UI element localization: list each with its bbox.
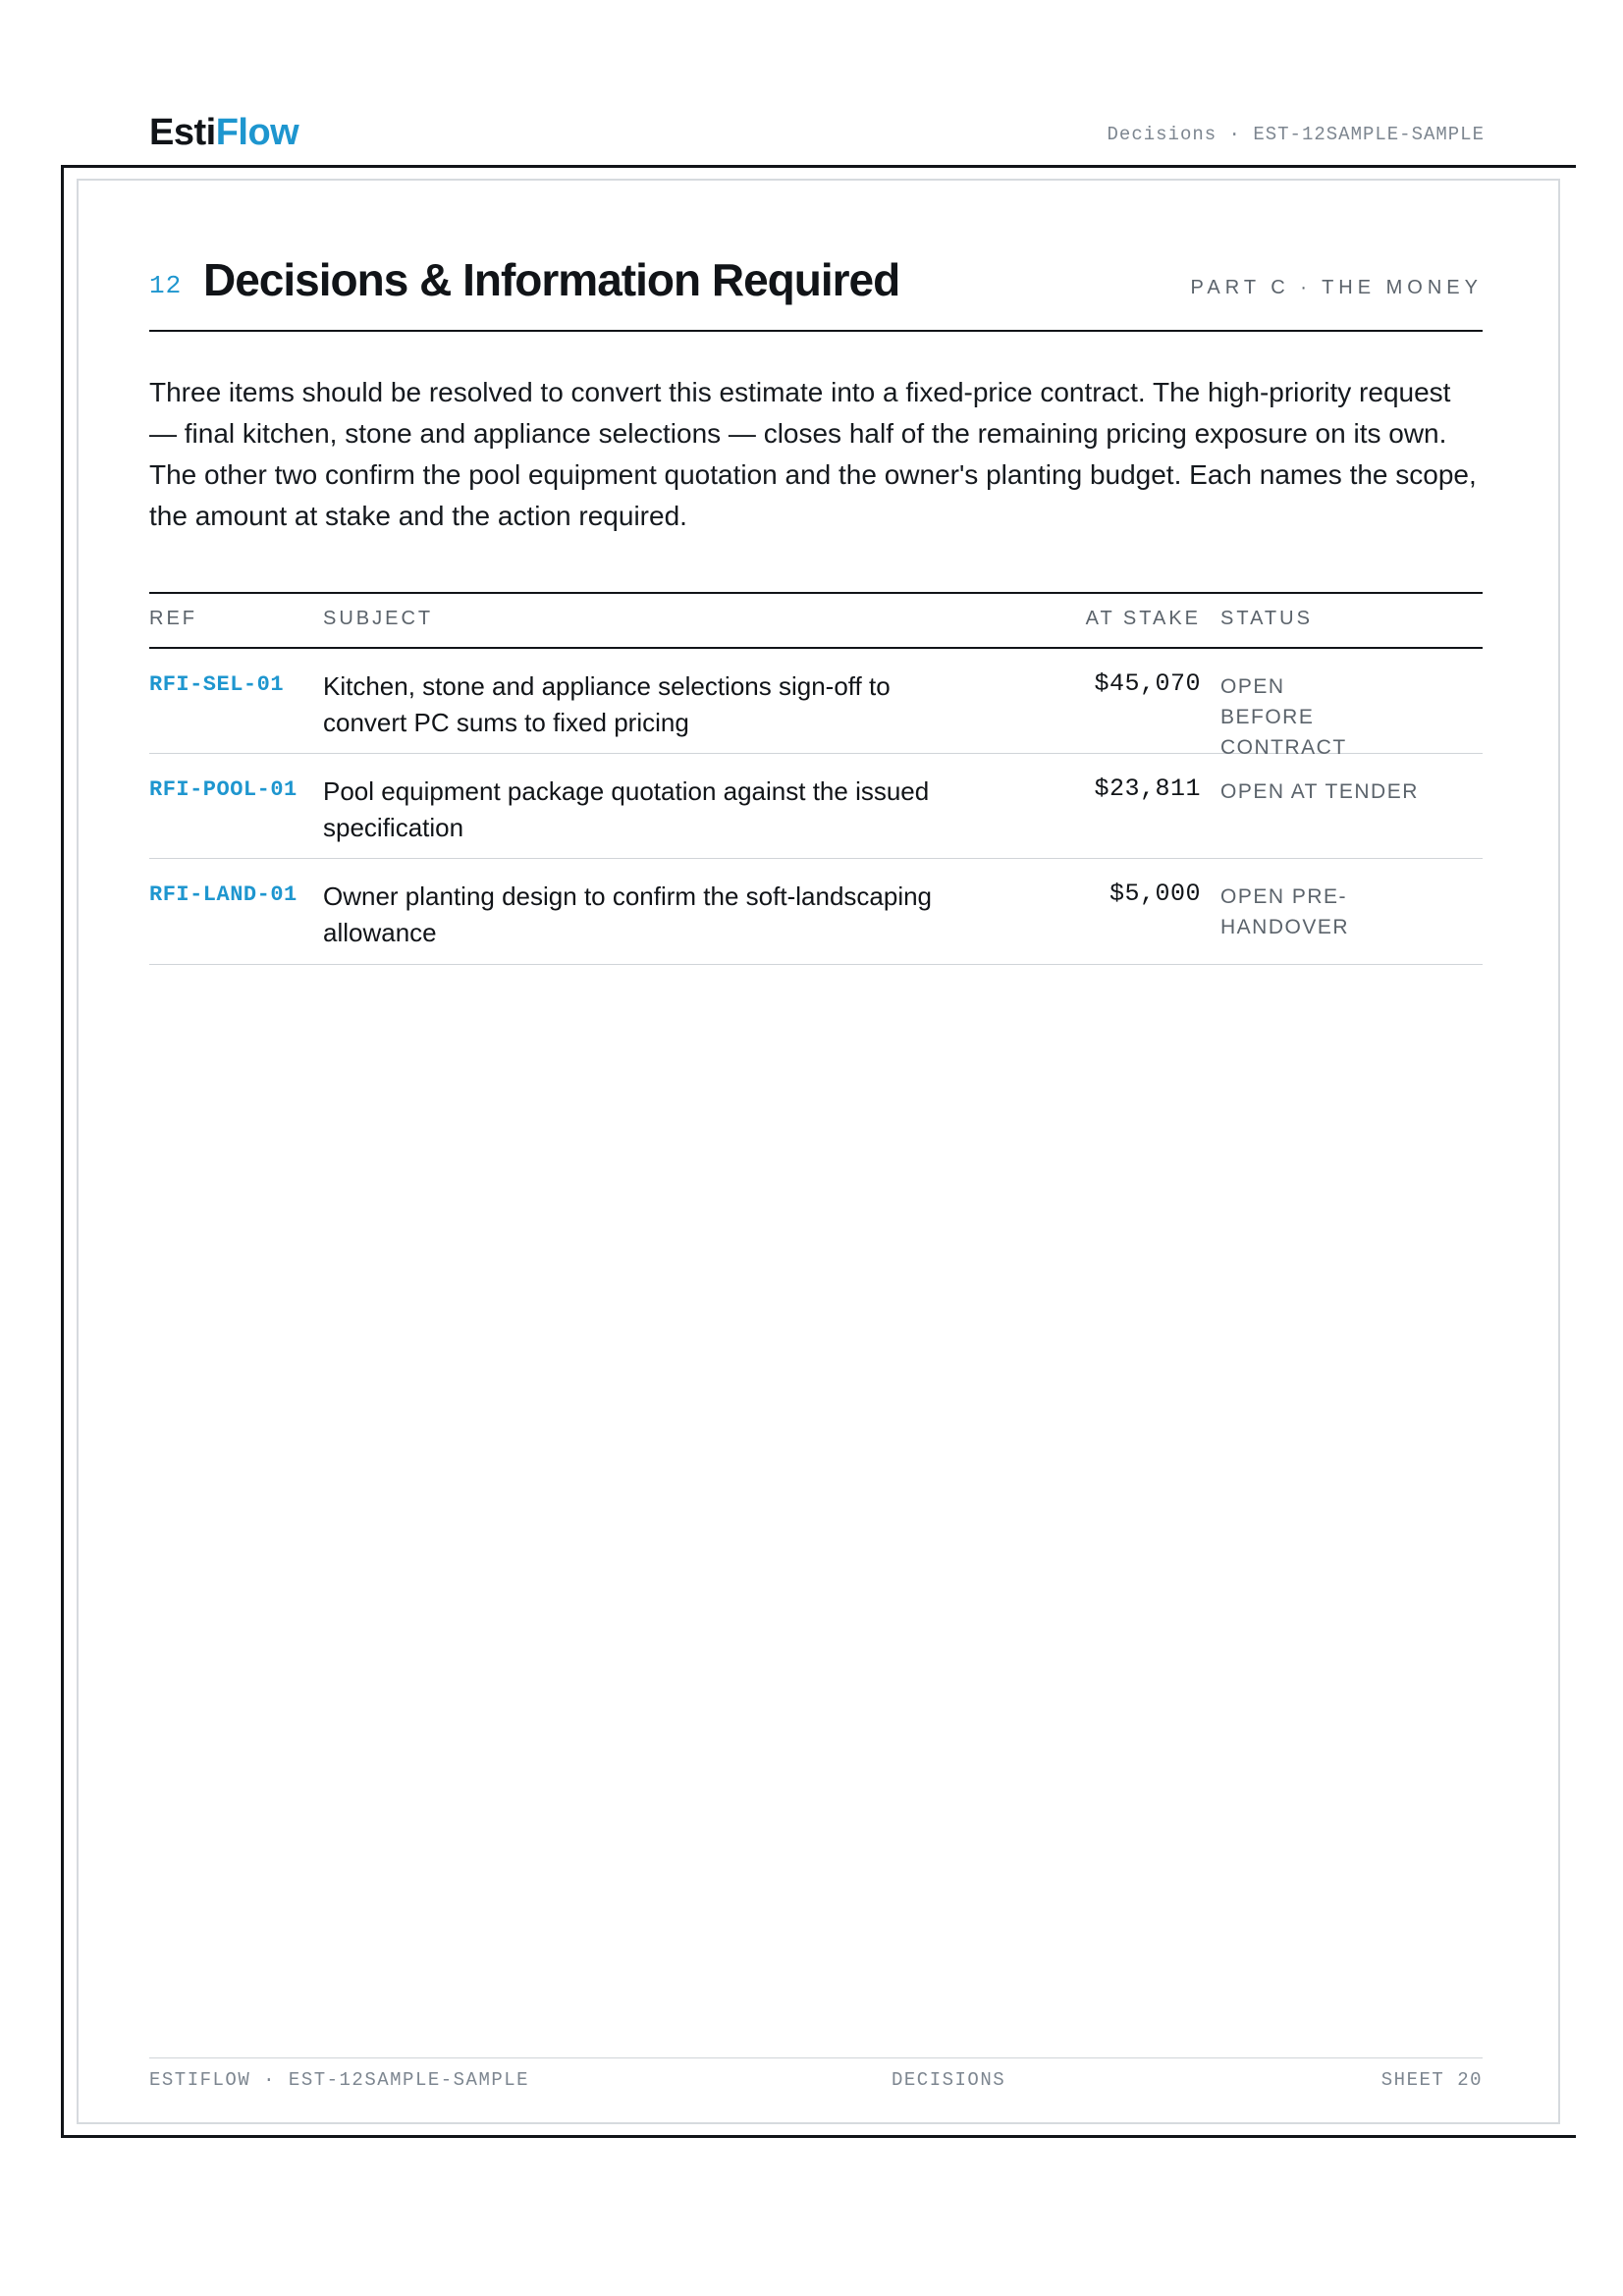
rfi-status: OPEN BEFORE CONTRACT — [1220, 675, 1347, 759]
rfi-subject: Kitchen, stone and appliance selections sign-off to convert PC sums to fixed pricing — [323, 671, 891, 737]
section-number: 12 — [149, 271, 183, 300]
table-row — [149, 859, 1483, 965]
footer-doc-reference: ESTIFLOW · EST-12SAMPLE-SAMPLE — [149, 2069, 530, 2091]
rfi-status: OPEN AT TENDER — [1220, 780, 1419, 803]
brand-logo — [149, 112, 298, 154]
brand-name-accent: Flow — [215, 112, 299, 153]
table-row — [149, 754, 1483, 859]
rfi-amount-at-stake: $5,000 — [1109, 880, 1201, 908]
footer-divider — [149, 2057, 1483, 2058]
brand-name-dark: Esti — [149, 112, 216, 153]
table-row — [149, 649, 1483, 759]
column-header-status: STATUS — [1220, 608, 1313, 629]
section-title: Decisions & Information Required — [203, 254, 900, 305]
intro-paragraph: Three items should be resolved to convert this estimate into a fixed-price contract. The high-priority request — final kitchen, stone and appliance selections — closes half of the remaining pricing exposure on its own. The other two confirm the pool equipment quotation and the owner's planting budget. Each names the scope, the amount at stake and the action required. — [149, 377, 1477, 531]
column-header-subject: SUBJECT — [323, 608, 434, 629]
rfi-ref: RFI-LAND-01 — [149, 882, 298, 907]
header-doc-reference: Decisions · EST-12SAMPLE-SAMPLE — [1107, 124, 1485, 145]
rfi-subject: Pool equipment package quotation against the issued specification — [323, 776, 930, 842]
column-header-ref: REF — [149, 608, 197, 629]
title-divider — [149, 330, 1483, 332]
rfi-ref: RFI-POOL-01 — [149, 777, 298, 802]
part-label: PART C · THE MONEY — [1190, 277, 1483, 298]
column-header-at-stake: AT STAKE — [1085, 608, 1201, 629]
rfi-subject: Owner planting design to confirm the soft-landscaping allowance — [323, 881, 933, 947]
footer-section-name: DECISIONS — [892, 2069, 1006, 2091]
table-header-row — [149, 594, 1483, 649]
rfi-amount-at-stake: $45,070 — [1094, 669, 1201, 698]
rfi-ref: RFI-SEL-01 — [149, 672, 285, 697]
rfi-amount-at-stake: $23,811 — [1094, 774, 1201, 803]
decisions-table — [149, 592, 1483, 965]
footer-sheet-number: SHEET 20 — [1380, 2069, 1483, 2091]
rfi-status: OPEN PRE-HANDOVER — [1220, 885, 1350, 938]
